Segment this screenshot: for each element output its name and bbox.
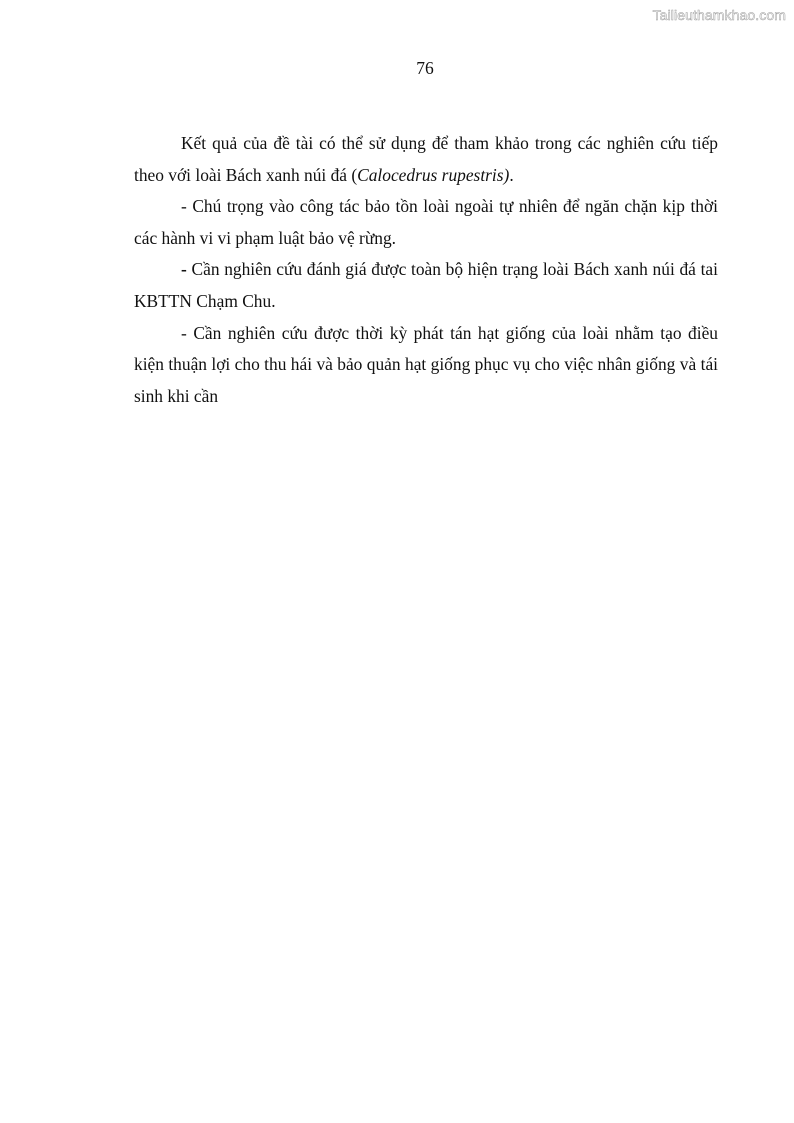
watermark-text: Tailieuthamkhao.com xyxy=(652,7,786,23)
recommendation-survey-dash: - xyxy=(181,259,187,280)
recommendation-survey-text: Cần nghiên cứu đánh giá được toàn bộ hiện trạng loài Bách xanh núi đá tai KBTTN Chạm Chu. xyxy=(134,259,718,311)
paragraph-conclusion-end: . xyxy=(509,164,514,185)
page-number: 76 xyxy=(416,58,434,78)
species-scientific-name: Calocedrus rupestris) xyxy=(357,164,510,185)
paragraph-conclusion xyxy=(134,128,718,191)
recommendation-seed-dispersal: - Cần nghiên cứu được thời kỳ phát tán hạt giống của loài nhằm tạo điều kiện thuận lợi cho thu hái và bảo quản hạt giống phục vụ cho việc nhân giống và tái sinh khi cần xyxy=(134,322,718,406)
paragraph-conclusion-text: Kết quả của đề tài có thể sử dụng để tham khảo trong các nghiên cứu tiếp theo với loài Bách xanh núi đá ( xyxy=(134,133,718,185)
recommendation-conservation: - Chú trọng vào công tác bảo tồn loài ngoài tự nhiên để ngăn chặn kịp thời các hành vi vi phạm luật bảo vệ rừng. xyxy=(134,196,718,248)
document-body xyxy=(134,128,718,412)
recommendation-survey xyxy=(134,254,718,317)
